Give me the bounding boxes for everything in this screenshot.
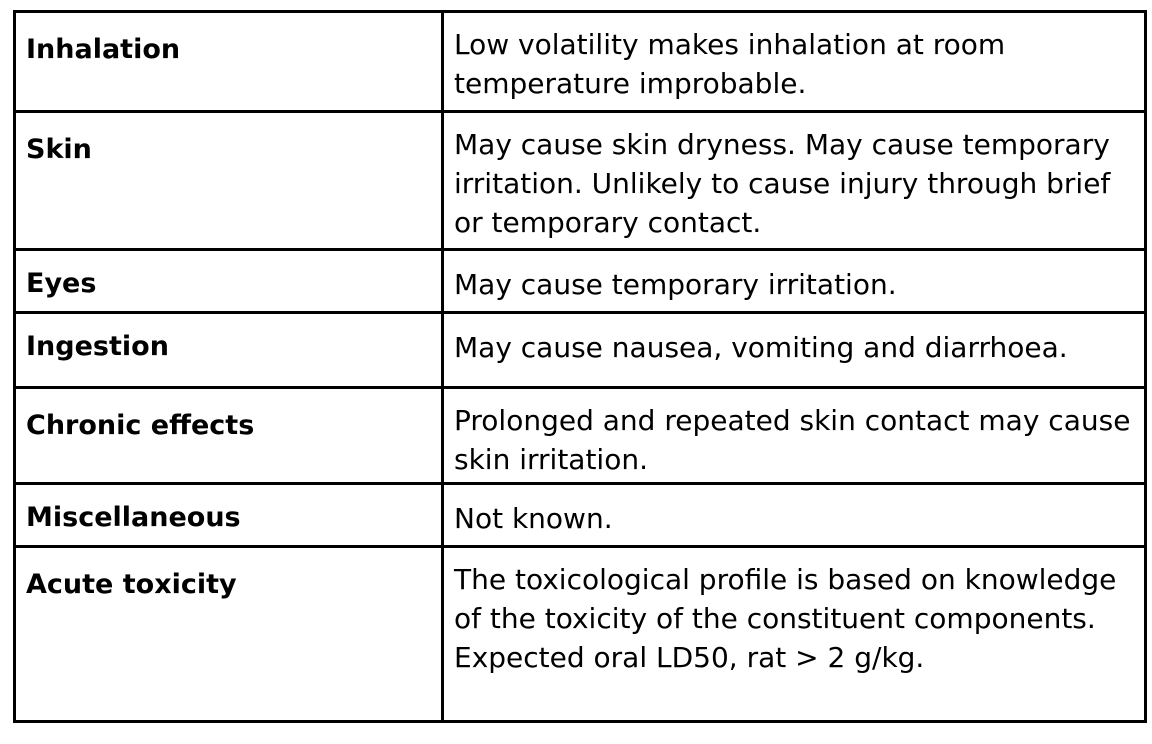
table-row — [15, 313, 1146, 388]
table-row — [15, 547, 1146, 722]
row-label-eyes: Eyes — [15, 250, 443, 313]
row-description-skin: May cause skin dryness. May cause temporary irritation. Unlikely to cause injury through brief or temporary contact. — [443, 112, 1146, 250]
row-description-ingestion: May cause nausea, vomiting and diarrhoea. — [443, 313, 1146, 388]
row-label-miscellaneous: Miscellaneous — [15, 484, 443, 547]
row-label-chronic-effects: Chronic effects — [15, 388, 443, 484]
row-description-eyes: May cause temporary irritation. — [443, 250, 1146, 313]
row-description-chronic-effects: Prolonged and repeated skin contact may cause skin irritation. — [443, 388, 1146, 484]
table-row — [15, 484, 1146, 547]
table-row — [15, 112, 1146, 250]
row-description-acute-toxicity: The toxicological profile is based on knowledge of the toxicity of the constituent components. Expected oral LD50, rat > 2 g/kg. — [443, 547, 1146, 722]
row-description-miscellaneous: Not known. — [443, 484, 1146, 547]
row-label-ingestion: Ingestion — [15, 313, 443, 388]
row-label-inhalation: Inhalation — [15, 12, 443, 112]
toxicology-table — [13, 10, 1147, 723]
row-label-skin: Skin — [15, 112, 443, 250]
row-label-acute-toxicity: Acute toxicity — [15, 547, 443, 722]
table-row — [15, 12, 1146, 112]
table-row — [15, 250, 1146, 313]
row-description-inhalation: Low volatility makes inhalation at room temperature improbable. — [443, 12, 1146, 112]
table-row — [15, 388, 1146, 484]
